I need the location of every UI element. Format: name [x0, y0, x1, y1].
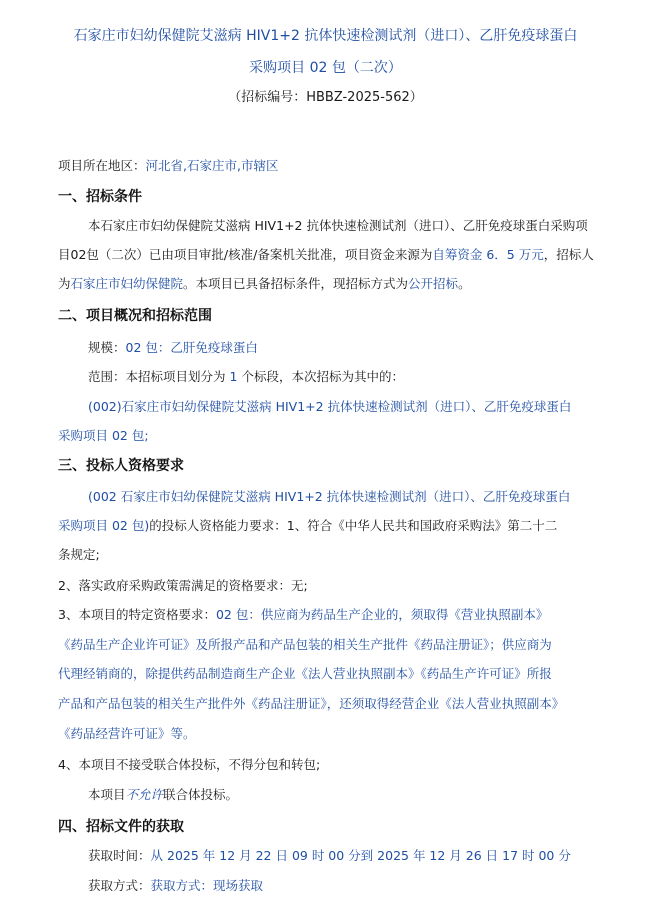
scope-text-b: 个标段，本次招标为其中的： — [241, 369, 404, 384]
scope-line — [58, 367, 599, 387]
bid-number: （招标编号：HBBZ-2025-562） — [228, 90, 423, 105]
sec1-text-b: 项目02包（二次）已由项目审批/核准/备案机关批准，项目资金来源为 — [58, 218, 588, 262]
consortium-not-allowed: 不允许 — [125, 787, 164, 802]
requirement-item-2: 2、落实政府采购政策需满足的资格要求：无; — [58, 578, 308, 593]
item3-text-1: 02 包：供应商为药品生产企业的，须取得《营业执照副本》 — [215, 607, 549, 622]
consortium-text-a: 本项目 — [88, 787, 126, 802]
sec1-text-a: 本石家庄市妇幼保健院艾滋病 HIV1+2 抗体快速检测试剂（进口）、乙肝免疫球蛋白采购 — [88, 218, 576, 233]
region-value: 河北省,石家庄市,市辖区 — [145, 158, 279, 173]
requirement-item-3-line-1 — [58, 605, 599, 625]
lot-line-2: 采购项目 02 包; — [58, 428, 149, 443]
tender-method: 公开招标 — [408, 276, 459, 291]
qualification-line-3: 条规定; — [58, 547, 100, 562]
acquisition-method-line — [58, 876, 599, 896]
item3-label: 3、本项目的特定资格要求： — [58, 607, 216, 622]
document-title — [0, 0, 651, 84]
qualification-text: 的投标人资格能力要求：1、符合《中华人民共和国政府采购法》第二十二 — [149, 518, 558, 533]
acquisition-method-label: 获取方式： — [88, 878, 151, 893]
section-4-heading: 四、招标文件的获取 — [58, 819, 184, 835]
requirement-item-3-line-3: 代理经销商的，除提供药品制造商生产企业《法人营业执照副本》《药品生产许可证》所报 — [58, 666, 552, 681]
requirement-item-4: 4、本项目不接受联合体投标，不得分包和转包; — [58, 757, 321, 772]
scale-line — [58, 338, 599, 358]
qualification-line-1: (002 石家庄市妇幼保健院艾滋病 HIV1+2 抗体快速检测试剂（进口）、乙肝免疫球蛋白 — [88, 489, 571, 504]
qualification-lot: 采购项目 02 包) — [58, 518, 150, 533]
acquisition-method-value: 获取方式：现场获取 — [150, 878, 264, 893]
funding-source: 自筹资金 6．5 万元 — [432, 247, 544, 262]
scale-label: 规模： — [88, 340, 126, 355]
section-1-paragraph — [58, 211, 599, 298]
acquisition-time-line — [58, 846, 599, 866]
requirement-item-3-line-5: 《药品经营许可证》等。 — [58, 726, 196, 741]
scope-text-a: 范围：本招标项目划分为 — [88, 369, 226, 384]
requirement-item-3-line-2: 《药品生产企业许可证》及所报产品和产品包装的相关生产批件《药品注册证》；供应商为 — [58, 637, 552, 652]
consortium-line — [58, 785, 599, 805]
sec1-text-e: 。 — [458, 276, 471, 291]
acquisition-time-value: 从 2025 年 12 月 22 日 09 时 00 分到 2025 年 12 月 26 日 17 时 00 分 — [150, 848, 571, 863]
qualification-line-2 — [58, 516, 599, 536]
title-line-1: 石家庄市妇幼保健院艾滋病 HIV1+2 抗体快速检测试剂（进口）、乙肝免疫球蛋白 — [73, 28, 578, 44]
sec1-text-c: ，招标人为 — [58, 247, 594, 291]
consortium-text-c: 联合体投标。 — [163, 787, 239, 802]
requirement-item-3-line-4: 产品和产品包装的相关生产批件外《药品注册证》，还须取得经营企业《法人营业执照副本》 — [58, 696, 565, 711]
region-label: 项目所在地区： — [58, 158, 146, 173]
lot-count: 1 — [229, 369, 238, 384]
tenderer-name: 石家庄市妇幼保健院 — [70, 276, 184, 291]
sec1-text-d: 。本项目已具备招标条件，现招标方式为 — [183, 276, 409, 291]
acquisition-time-label: 获取时间： — [88, 848, 151, 863]
title-line-2: 采购项目 02 包（二次） — [249, 60, 402, 76]
section-3-heading: 三、投标人资格要求 — [58, 458, 184, 474]
scale-value: 02 包：乙肝免疫球蛋白 — [125, 340, 258, 355]
project-region — [58, 156, 278, 176]
section-1-heading: 一、招标条件 — [58, 189, 142, 205]
lot-line-1: (002)石家庄市妇幼保健院艾滋病 HIV1+2 抗体快速检测试剂（进口）、乙肝免疫球蛋白 — [88, 399, 572, 414]
section-2-heading: 二、项目概况和招标范围 — [58, 308, 212, 324]
